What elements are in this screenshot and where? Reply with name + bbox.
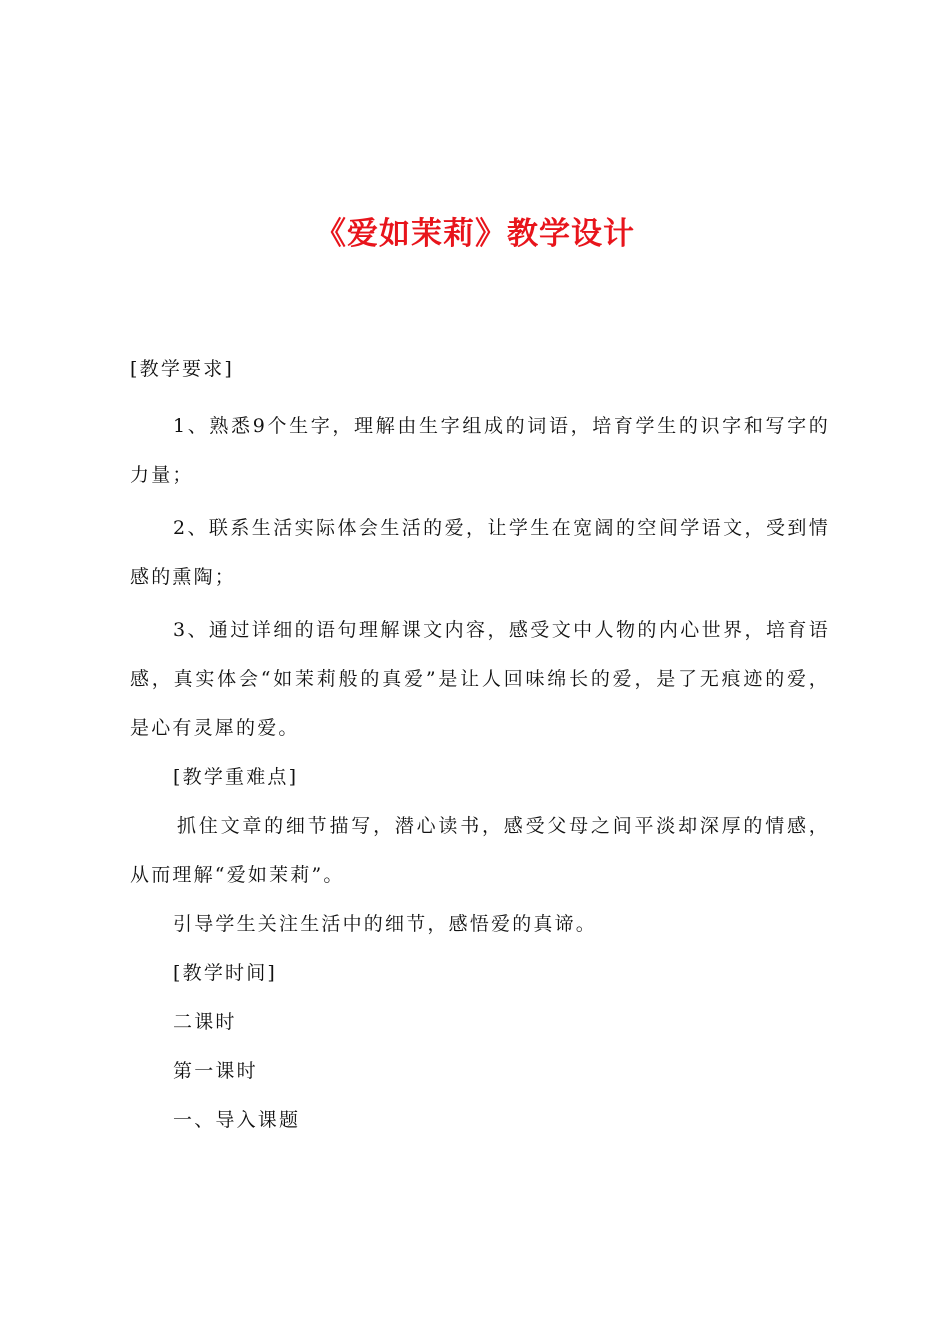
key-point-1: 抓住文章的细节描写，潜心读书，感受父母之间平淡却深厚的情感，从而理解“爱如茉莉”。 — [130, 815, 830, 886]
lesson-heading: 第一课时 — [173, 1060, 258, 1082]
section-heading-requirements: [教学要求] — [130, 358, 235, 380]
key-point-2: 引导学生关注生活中的细节，感悟爱的真谛。 — [173, 913, 598, 935]
time-value: 二课时 — [173, 1011, 237, 1033]
lesson-step-1: 一、导入课题 — [173, 1109, 301, 1131]
document-title: 《爱如茉莉》教学设计 — [315, 216, 635, 252]
requirement-item-3: 3、通过详细的语句理解课文内容，感受文中人物的内心世界，培育语感，真实体会“如茉莉般的真爱”是让人回味绵长的爱，是了无痕迹的爱，是心有灵犀的爱。 — [130, 619, 830, 739]
requirement-item-1: 1、熟悉9个生字，理解由生字组成的词语，培育学生的识字和写字的力量； — [130, 415, 830, 486]
requirement-item-2: 2、联系生活实际体会生活的爱，让学生在宽阔的空间学语文，受到情感的熏陶； — [130, 517, 830, 588]
section-heading-time: [教学时间] — [173, 962, 278, 984]
section-heading-key-points: [教学重难点] — [173, 766, 299, 788]
document-body — [130, 345, 830, 1145]
